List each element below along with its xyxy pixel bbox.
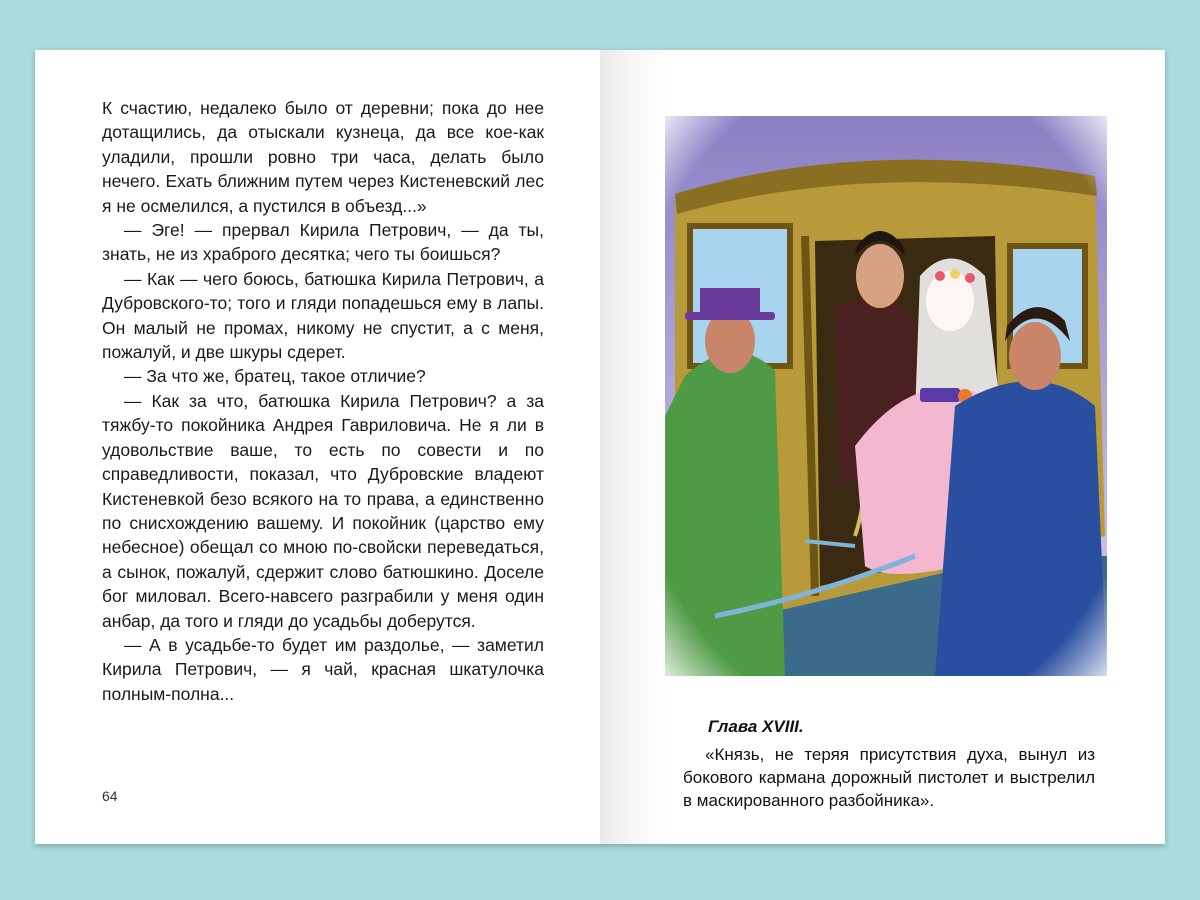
paragraph: К счастию, недалеко было от деревни; пока до нее дотащились, да отыскали кузнеца, да все кое-как уладили, прошли ровно три часа, делать было нечего. Ехать ближним путем через Кистеневский лес я не осмелился, а пустился в объезд...» <box>102 98 544 216</box>
paragraph: — А в усадьбе-то будет им раздолье, — заметил Кирила Петрович, — я чай, красная шкатулочка полным-полна... <box>102 634 544 704</box>
paragraph: — Как — чего боюсь, батюшка Кирила Петрович, а Дубровского-то; того и гляди попадешься ему в лапы. Он малый не промах, никому не спустит, а с меня, пожалуй, и две шкуры сдерет. <box>102 268 544 363</box>
paragraph: — За что же, братец, такое отличие? <box>124 366 426 387</box>
open-book <box>35 50 1165 844</box>
carriage-robbery-illustration <box>665 116 1107 676</box>
page-number: 64 <box>102 788 118 804</box>
left-page <box>35 50 600 844</box>
paragraph: — Эге! — прервал Кирила Петрович, — да ты, знать, не из храброго десятка; чего ты боишься? <box>102 220 544 265</box>
caption-title: Глава XVIII. <box>708 717 804 736</box>
caption-text: «Князь, не теряя присутствия духа, вынул из бокового кармана дорожный пистолет и выстрелил в маскированного разбойника». <box>683 745 1095 810</box>
body-text <box>102 96 544 706</box>
paragraph: — Как за что, батюшка Кирила Петрович? а за тяжбу-то покойника Андрея Гавриловича. Не я ли в удовольствие ваше, то есть по совести и по справедливости, показал, что Дубровские владеют Кистеневкой безо всякого на то права, а единственно по снисхождению вашему. И покойник (царство ему небесное) обещал со мною по-свойски переведаться, а сынок, пожалуй, сдержит слово батюшкино. Доселе бог миловал. Всего-навсего разграбили у меня один анбар, да того и гляди до усадьбы доберутся. <box>102 390 544 631</box>
right-page <box>600 50 1165 844</box>
